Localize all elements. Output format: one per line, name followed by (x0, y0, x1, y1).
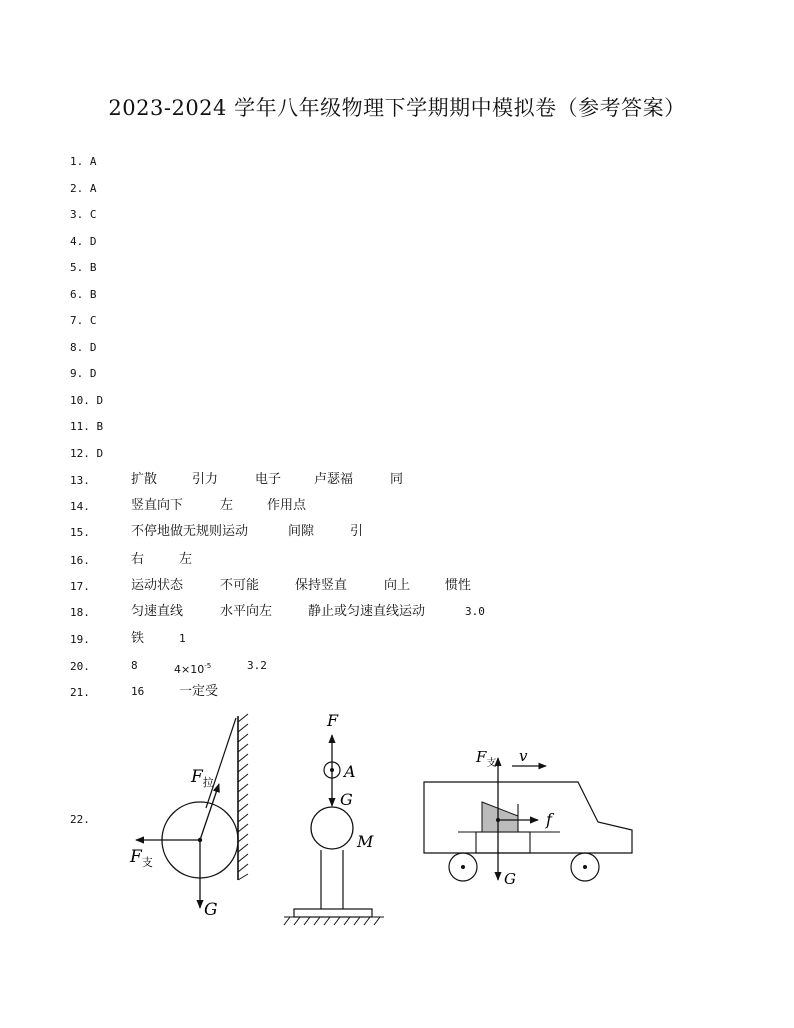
answer-exponent: -5 (204, 662, 212, 670)
gravity-label: G (504, 870, 516, 888)
object-a-label: A (344, 762, 356, 781)
block (482, 802, 518, 832)
force-f-label: F (327, 711, 339, 730)
answer-text: 3.2 (247, 659, 267, 672)
answer-text: 1 (179, 632, 186, 645)
answer-text: 右 (131, 552, 145, 567)
answer-text: 一定受 (179, 684, 219, 699)
pull-force-label (190, 767, 214, 789)
answer-item: 1. A (70, 155, 97, 168)
answer-text: 电子 (255, 472, 282, 487)
answer-item: 7. C (70, 314, 97, 327)
magnet-m (311, 807, 353, 849)
velocity-label: v (519, 747, 528, 765)
answer-text: 水平向左 (220, 604, 273, 619)
answer-text: 保持竖直 (295, 578, 348, 593)
question-number: 16. (70, 554, 90, 567)
answer-text: 16 (131, 685, 145, 698)
ground-hatching (284, 917, 384, 925)
car-body (424, 782, 632, 853)
force-symbol: F (191, 767, 203, 787)
seat-base (476, 832, 530, 853)
pull-force-arrow (200, 784, 219, 840)
answer-item: 9. D (70, 367, 97, 380)
question-number: 17. (70, 580, 90, 593)
answer-text: 卢瑟福 (314, 472, 354, 487)
answer-item: 12. D (70, 447, 104, 460)
answer-text: 引力 (192, 472, 219, 487)
answer-text: 运动状态 (131, 578, 184, 593)
question-number: 22. (70, 813, 90, 826)
wall-hatching (238, 714, 248, 880)
answer-item: 8. D (70, 341, 97, 354)
force-subscript: 拉 (202, 776, 214, 789)
figure-ball-on-wall (128, 712, 258, 927)
answer-item (70, 578, 670, 594)
answer-item (70, 524, 670, 540)
answer-text: 8 (131, 659, 138, 672)
answer-item (70, 684, 670, 700)
answer-item (70, 552, 670, 568)
figure-magnet-stand (282, 710, 392, 928)
answer-text: 惯性 (445, 578, 472, 593)
answer-item: 3. C (70, 208, 97, 221)
answer-item: 2. A (70, 182, 97, 195)
answer-item: 11. B (70, 420, 104, 433)
question-number: 21. (70, 686, 90, 699)
force-subscript: 支 (141, 856, 153, 869)
answer-text: 不可能 (220, 578, 260, 593)
answer-text: 左 (179, 552, 193, 567)
answer-text: 铁 (131, 631, 145, 646)
answer-text: 匀速直线 (131, 604, 184, 619)
magnet-m-label: M (357, 832, 374, 851)
answer-text: 竖直向下 (131, 498, 184, 513)
question-number: 20. (70, 660, 90, 673)
force-subscript: 支 (486, 758, 497, 769)
answer-item (70, 472, 670, 488)
force-symbol: F (130, 847, 142, 867)
answer-text: 向上 (384, 578, 411, 593)
wheel-axle (461, 865, 465, 869)
question-number: 19. (70, 633, 90, 646)
answer-text: 静止或匀速直线运动 (308, 604, 426, 619)
question-number: 18. (70, 606, 90, 619)
figure-car-block (418, 744, 638, 889)
answer-text: 3.0 (465, 605, 485, 618)
answer-item (70, 604, 670, 620)
support-force-label (475, 748, 496, 769)
answer-text: 同 (390, 472, 404, 487)
gravity-label: G (340, 790, 353, 809)
answer-base: 4×10 (174, 663, 205, 676)
question-number: 14. (70, 500, 90, 513)
answer-item (70, 658, 670, 674)
answer-text: 不停地做无规则运动 (131, 524, 249, 539)
answer-text: 作用点 (267, 498, 307, 513)
answer-item: 5. B (70, 261, 97, 274)
question-number: 15. (70, 526, 90, 539)
answer-item: 4. D (70, 235, 97, 248)
wheel-axle (583, 865, 587, 869)
answer-item (70, 498, 670, 514)
answer-text: 左 (220, 498, 234, 513)
rope-line (206, 718, 236, 808)
page-title: 2023-2024 学年八年级物理下学期期中模拟卷（参考答案） (108, 96, 686, 120)
friction-label: f (546, 810, 552, 829)
answer-text: 引 (350, 524, 364, 539)
gravity-label: G (204, 900, 218, 920)
stand-base (294, 909, 372, 917)
force-symbol: F (476, 748, 487, 766)
support-force-label (129, 847, 153, 869)
question-number: 13. (70, 474, 90, 487)
answer-text (174, 658, 211, 678)
answer-text: 扩散 (131, 472, 158, 487)
answer-item (70, 631, 670, 647)
answer-text: 间隙 (288, 524, 315, 539)
answer-item: 10. D (70, 394, 104, 407)
answer-item: 6. B (70, 288, 97, 301)
